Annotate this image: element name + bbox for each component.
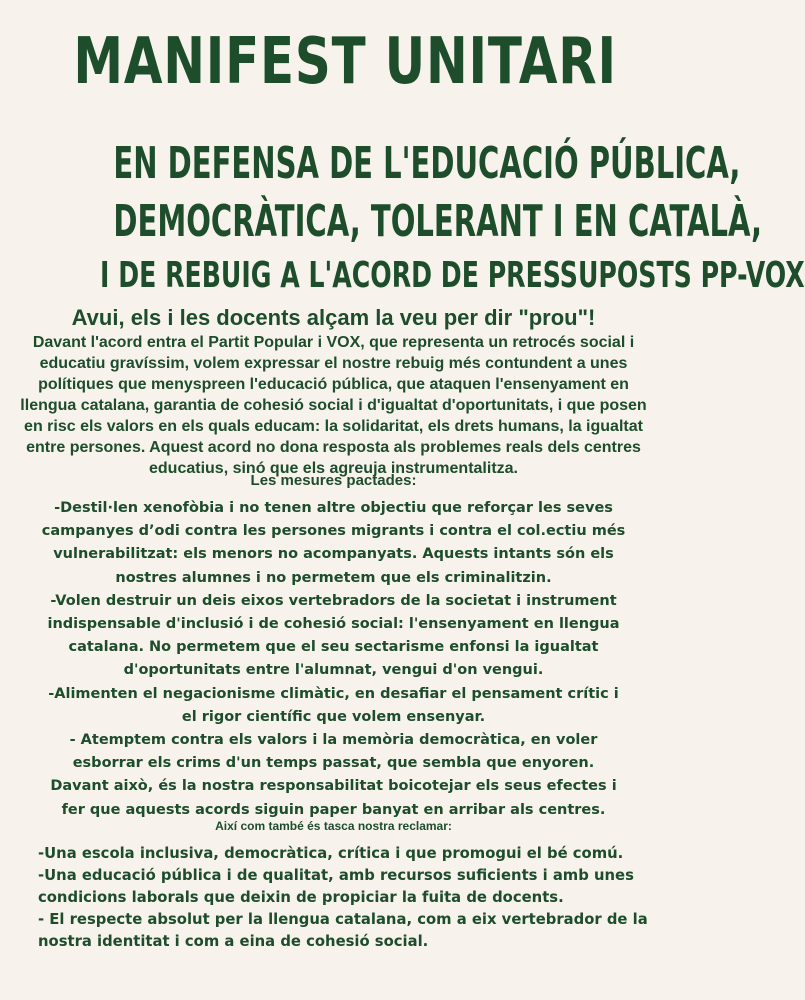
intro-paragraph: Davant l'acord entra el Partit Popular i VOX, que representa un retrocés social i educatiu gravíssim, volem expressar el nostre rebuig més contundent a unes polítiques que menyspreen l'educació pública, que ataquen l'ensenyament en llengua catalana, garantia de cohesió social i d'igualtat d'oportunitats, i que posen en risc els valors en els quals educam: la solidaritat, els drets humans, la igualtat entre persones. Aquest acord no dona resposta als problemes reals dels centres educatius, sinó que els agreuja instrumentalitza. <box>20 334 647 477</box>
demand-item: -Una escola inclusiva, democràtica, crítica i que promogui el bé comú. <box>38 845 624 862</box>
subtitle-line-3: I DE REBUIG A L'ACORD DE PRESSUPOSTS PP-VOX <box>100 255 805 296</box>
page-title: MANIFEST UNITARI <box>73 25 617 99</box>
measures-list <box>40 497 627 822</box>
lead-statement: Avui, els i les docents alçam la veu per dir "prou"! <box>71 305 596 330</box>
measure-item: - Atemptem contra els valors i la memòria democràtica, en voler esborrar els crims d'un temps passat, que sembla que enyoren. <box>69 732 598 772</box>
demand-item: -Una educació pública i de qualitat, amb recursos suficients i amb unes condicions laborals que deixin de propiciar la fuita de docents. <box>38 867 634 906</box>
responsibility-statement: Davant això, és la nostra responsabilitat boicotejar els seus efectes i fer que aquests acords siguin paper banyat en arribar als centres. <box>50 778 617 818</box>
subtitle-line-2: DEMOCRÀTICA, TOLERANT I EN CATALÀ, <box>113 196 763 247</box>
measure-item: -Alimenten el negacionisme climàtic, en desafiar el pensament crític i el rigor científic que volem ensenyar. <box>48 685 619 725</box>
demands-intro: Així com també és tasca nostra reclamar: <box>215 819 452 833</box>
measures-heading: Les mesures pactades: <box>250 472 417 489</box>
measure-item: -Destil·len xenofòbia i no tenen altre objectiu que reforçar les seves campanyes d’odi contra les persones migrants i contra el col.ectiu més vulnerabilitzat: els menors no acompanyats. Aquests intants són els nostres alumnes i no permetem que els criminalitzin. <box>41 500 626 586</box>
subtitle-line-1: EN DEFENSA DE L'EDUCACIÓ PÚBLICA, <box>113 138 741 189</box>
demands-list <box>38 843 658 953</box>
demand-item: - El respecte absolut per la llengua catalana, com a eix vertebrador de la nostra identitat i com a eina de cohesió social. <box>38 911 648 950</box>
measure-item: -Volen destruir un deis eixos vertebradors de la societat i instrument indispensable d'inclusió i de cohesió social: l'ensenyament en llengua catalana. No permetem que el seu sectarisme enfonsi la igualtat d'oportunitats entre l'alumnat, vengui d'on vengui. <box>47 592 620 679</box>
